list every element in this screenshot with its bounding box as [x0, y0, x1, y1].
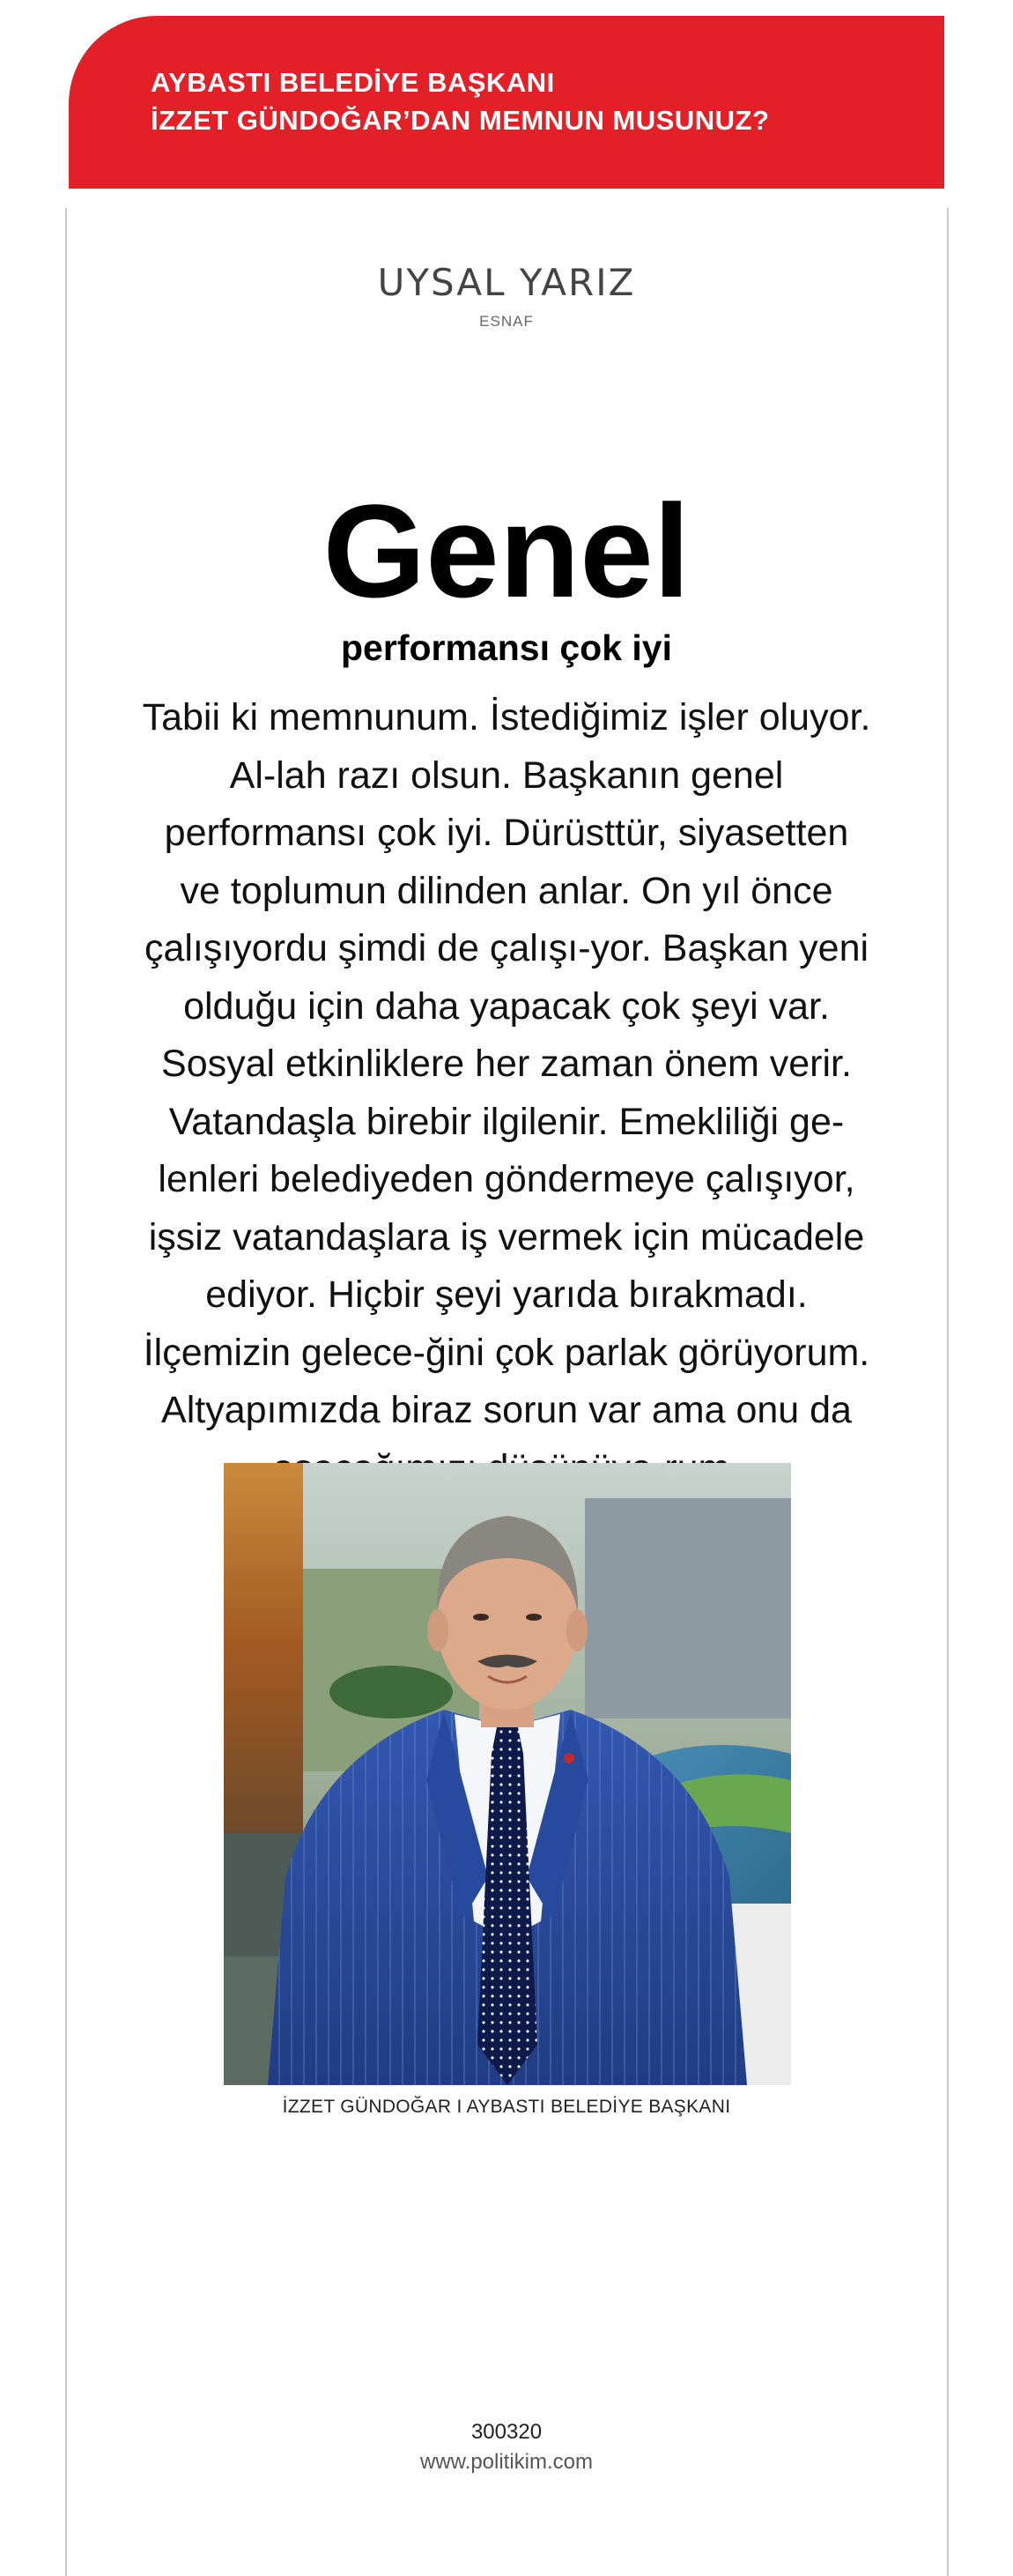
- footer-url[interactable]: www.politikim.com: [419, 2450, 594, 2474]
- header-banner: [69, 16, 944, 189]
- header-title-line1: AYBASTI BELEDİYE BAŞKANI: [151, 67, 555, 98]
- portrait-illustration: [224, 1463, 791, 2085]
- article-headline: Genel: [322, 477, 691, 625]
- header-title-line2: İZZET GÜNDOĞAR’DAN MEMNUN MUSUNUZ?: [151, 105, 770, 136]
- author-role: ESNAF: [479, 313, 534, 330]
- author-name: UYSAL YARIZ: [377, 261, 636, 304]
- mayor-photo: [224, 1463, 791, 2085]
- photo-caption: İZZET GÜNDOĞAR I AYBASTI BELEDİYE BAŞKANI: [282, 2097, 731, 2117]
- article-body: Tabii ki memnunum. İstediğimiz işler oluyor. Al-lah razı olsun. Başkanın genel performansı çok iyi. Dürüsttür, siyasetten ve toplumun dilinden anlar. On yıl önce çalışıyordu şimdi de çalışı-yor. Başkan yeni olduğu için daha yapacak çok şeyi var. Sosyal etkinliklere her zaman önem verir. Vatandaşla birebir ilgilenir. Emekliliği ge-lenleri belediyeden göndermeye çalışıyor, işsiz vatandaşlara iş vermek için mücadele ediyor. Hiçbir şeyi yarıda bırakmadı. İlçemizin gelece-ğini çok parlak görüyorum. Altyapımızda biraz sorun var ama onu da: [142, 696, 871, 1431]
- article-subhead: performansı çok iyi: [341, 627, 672, 668]
- footer-code: 300320: [470, 2420, 543, 2444]
